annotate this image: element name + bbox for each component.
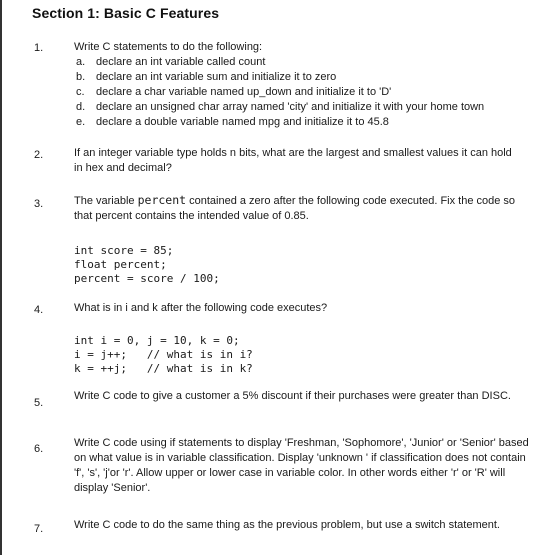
text-before: The variable: [74, 195, 138, 207]
question-7-number: 7.: [34, 523, 44, 535]
question-4-number: 4.: [34, 304, 44, 316]
question-4-code-line-2: i = j++; // what is in i?: [74, 348, 253, 361]
question-1-item-e: [76, 115, 536, 130]
item-text: declare an int variable called count: [96, 56, 266, 68]
question-3-code-line-1: int score = 85;: [74, 244, 174, 257]
item-text: declare an int variable sum and initialize it to zero: [96, 71, 337, 83]
item-text: declare a char variable named up_down and initialize it to 'D': [96, 86, 392, 98]
question-1-item-d: [76, 100, 536, 115]
item-letter: d.: [76, 101, 86, 113]
question-5-text: Write C code to give a customer a 5% discount if their purchases were greater than DISC.: [74, 390, 511, 402]
section-title: Section 1: Basic C Features: [32, 5, 220, 21]
item-letter: b.: [76, 71, 86, 83]
question-4-code-line-1: int i = 0, j = 10, k = 0;: [74, 334, 240, 347]
question-1-item-a: [76, 55, 536, 70]
question-3-code-line-3: percent = score / 100;: [74, 272, 220, 285]
text-after: contained a zero after the following code executed. Fix the code so that percent contains the intended value of 0.85.: [74, 195, 516, 222]
question-5-number: 5.: [34, 397, 44, 409]
question-2-number: 2.: [34, 149, 44, 161]
question-7-text: Write C code to do the same thing as the previous problem, but use a switch statement.: [74, 519, 500, 531]
question-6-number: 6.: [34, 443, 44, 455]
question-3-text: [74, 193, 526, 224]
question-4-code-line-3: k = ++j; // what is in k?: [74, 362, 253, 375]
item-letter: c.: [76, 86, 85, 98]
question-1-number: 1.: [34, 42, 44, 54]
item-letter: a.: [76, 56, 86, 68]
question-1-text: Write C statements to do the following:: [74, 41, 263, 53]
question-1-item-c: [76, 85, 536, 100]
question-3-code-line-2: float percent;: [74, 258, 167, 271]
item-text: declare a double variable named mpg and initialize it to 45.8: [96, 116, 389, 128]
question-1-item-b: [76, 70, 536, 85]
question-4-text: What is in i and k after the following code executes?: [74, 302, 328, 314]
question-2-text: If an integer variable type holds n bits, what are the largest and smallest values it can hold in hex and decimal?: [74, 147, 512, 174]
percent-variable: percent: [137, 193, 187, 207]
item-text: declare an unsigned char array named 'city' and initialize it with your home town: [96, 101, 485, 113]
question-3-number: 3.: [34, 198, 44, 210]
item-letter: e.: [76, 116, 86, 128]
question-6-text: Write C code using if statements to display 'Freshman, 'Sophomore', 'Junior' or 'Senior' based on what value is in variable classification. Display 'unknown ' if classification does not contain 'f', 's', 'j'or 'r'. Allow upper or lower case in variable color. In other words either 'r' or 'R' will display 'Senior'.: [74, 437, 529, 494]
